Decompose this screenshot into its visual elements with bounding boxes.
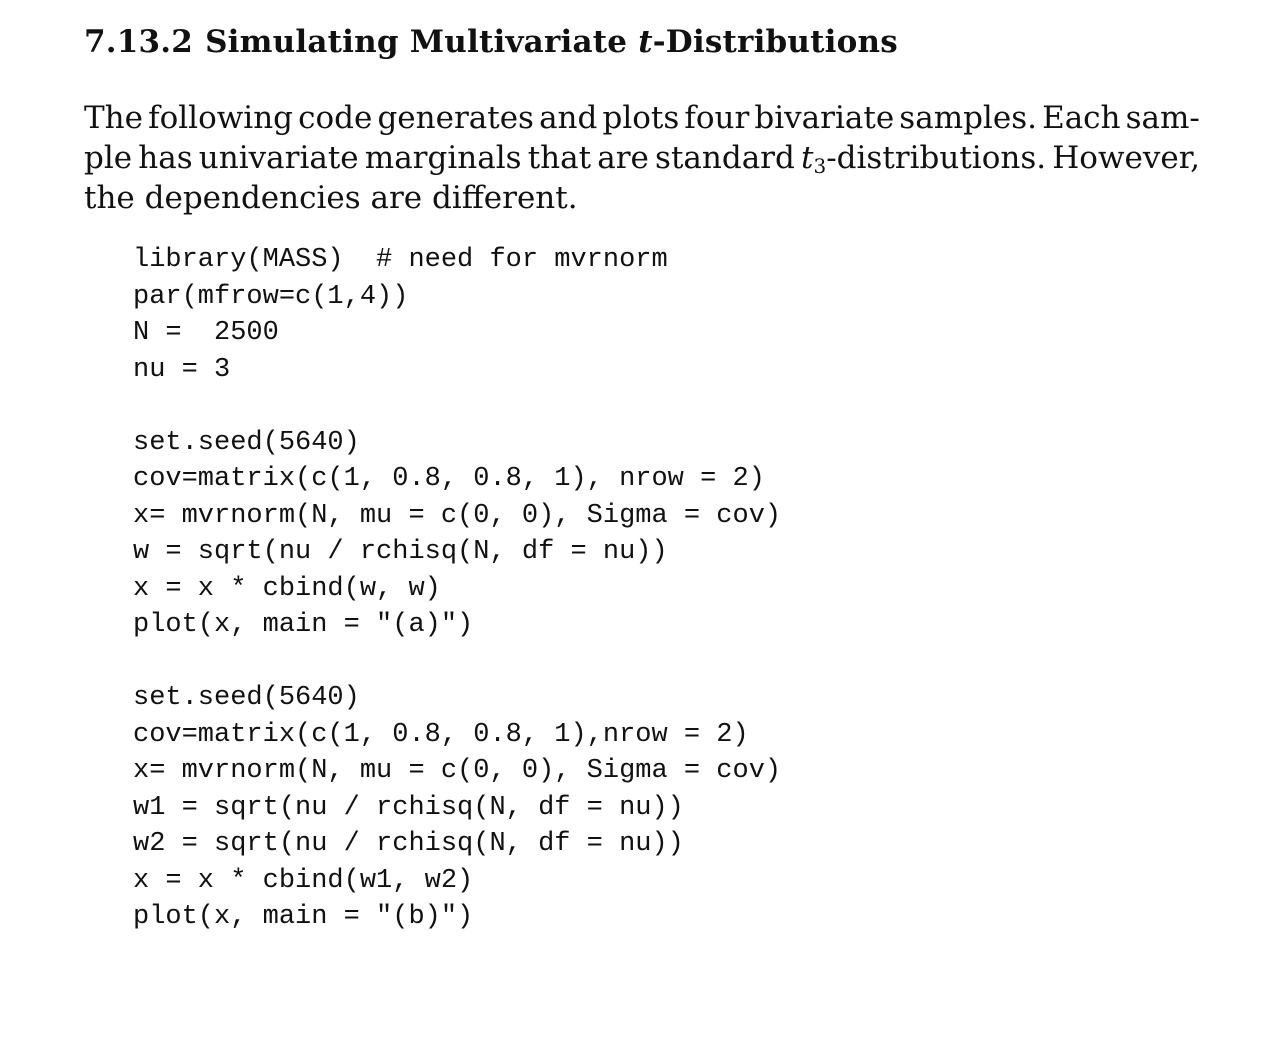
word: Each: [1042, 100, 1121, 136]
math-t: t: [801, 140, 814, 176]
word: univariate: [198, 140, 359, 176]
code-line: cov=matrix(c(1, 0.8, 0.8, 1),nrow = 2): [133, 719, 749, 750]
word: However,: [1052, 140, 1200, 176]
word: The: [84, 100, 143, 136]
math-t3-distributions: [801, 138, 1046, 178]
code-line: w2 = sqrt(nu / rchisq(N, df = nu)): [133, 829, 684, 859]
word: samples.: [899, 100, 1037, 136]
section-number: 7.13.2: [84, 24, 194, 60]
code-line: cov=matrix(c(1, 0.8, 0.8, 1), nrow = 2): [133, 464, 765, 494]
section-title-post: -Distributions: [652, 24, 898, 60]
code-line: w = sqrt(nu / rchisq(N, df = nu)): [133, 537, 668, 567]
word: plots: [602, 100, 680, 136]
section-heading: [84, 24, 898, 60]
code-line: x= mvrnorm(N, mu = c(0, 0), Sigma = cov): [133, 756, 782, 786]
word: marginals: [364, 140, 522, 176]
code-line: set.seed(5640): [133, 427, 360, 458]
code-block: [133, 242, 781, 936]
word: following: [148, 100, 293, 136]
word: are: [597, 140, 649, 176]
word: -distributions.: [826, 140, 1047, 176]
code-line: par(mfrow=c(1,4)): [133, 281, 409, 312]
code-line: plot(x, main = "(b)"): [133, 902, 474, 932]
code-line: library(MASS) # need for mvrnorm: [133, 245, 668, 275]
paragraph-line-1: [84, 98, 1200, 138]
word: standard: [655, 140, 795, 176]
word: and: [539, 100, 598, 136]
paragraph-line-3-text: the dependencies are different.: [84, 180, 578, 216]
code-line-blank: [133, 388, 781, 425]
code-line: x = x * cbind(w, w): [133, 573, 441, 604]
code-line-blank: [133, 644, 781, 681]
word: has: [138, 140, 193, 176]
word: four: [684, 100, 750, 136]
word: generates: [377, 100, 534, 136]
word: that: [527, 140, 592, 176]
word: bivariate: [754, 100, 895, 136]
body-paragraph: [84, 98, 1200, 218]
code-line: plot(x, main = "(a)"): [133, 610, 474, 640]
code-line: x = x * cbind(w1, w2): [133, 865, 474, 896]
section-title-pre: Simulating Multivariate: [205, 24, 639, 60]
code-line: set.seed(5640): [133, 683, 360, 713]
code-line: x= mvrnorm(N, mu = c(0, 0), Sigma = cov): [133, 500, 782, 531]
math-subscript: 3: [813, 154, 827, 178]
section-title-math-t: t: [638, 24, 653, 60]
code-line: w1 = sqrt(nu / rchisq(N, df = nu)): [133, 792, 684, 823]
word: ple: [84, 140, 133, 176]
code-line: nu = 3: [133, 354, 231, 385]
word: sam-: [1125, 100, 1200, 136]
paragraph-line-3: [84, 178, 1200, 218]
paragraph-line-2: [84, 138, 1200, 178]
word: code: [298, 100, 373, 136]
code-line: N = 2500: [133, 318, 279, 348]
